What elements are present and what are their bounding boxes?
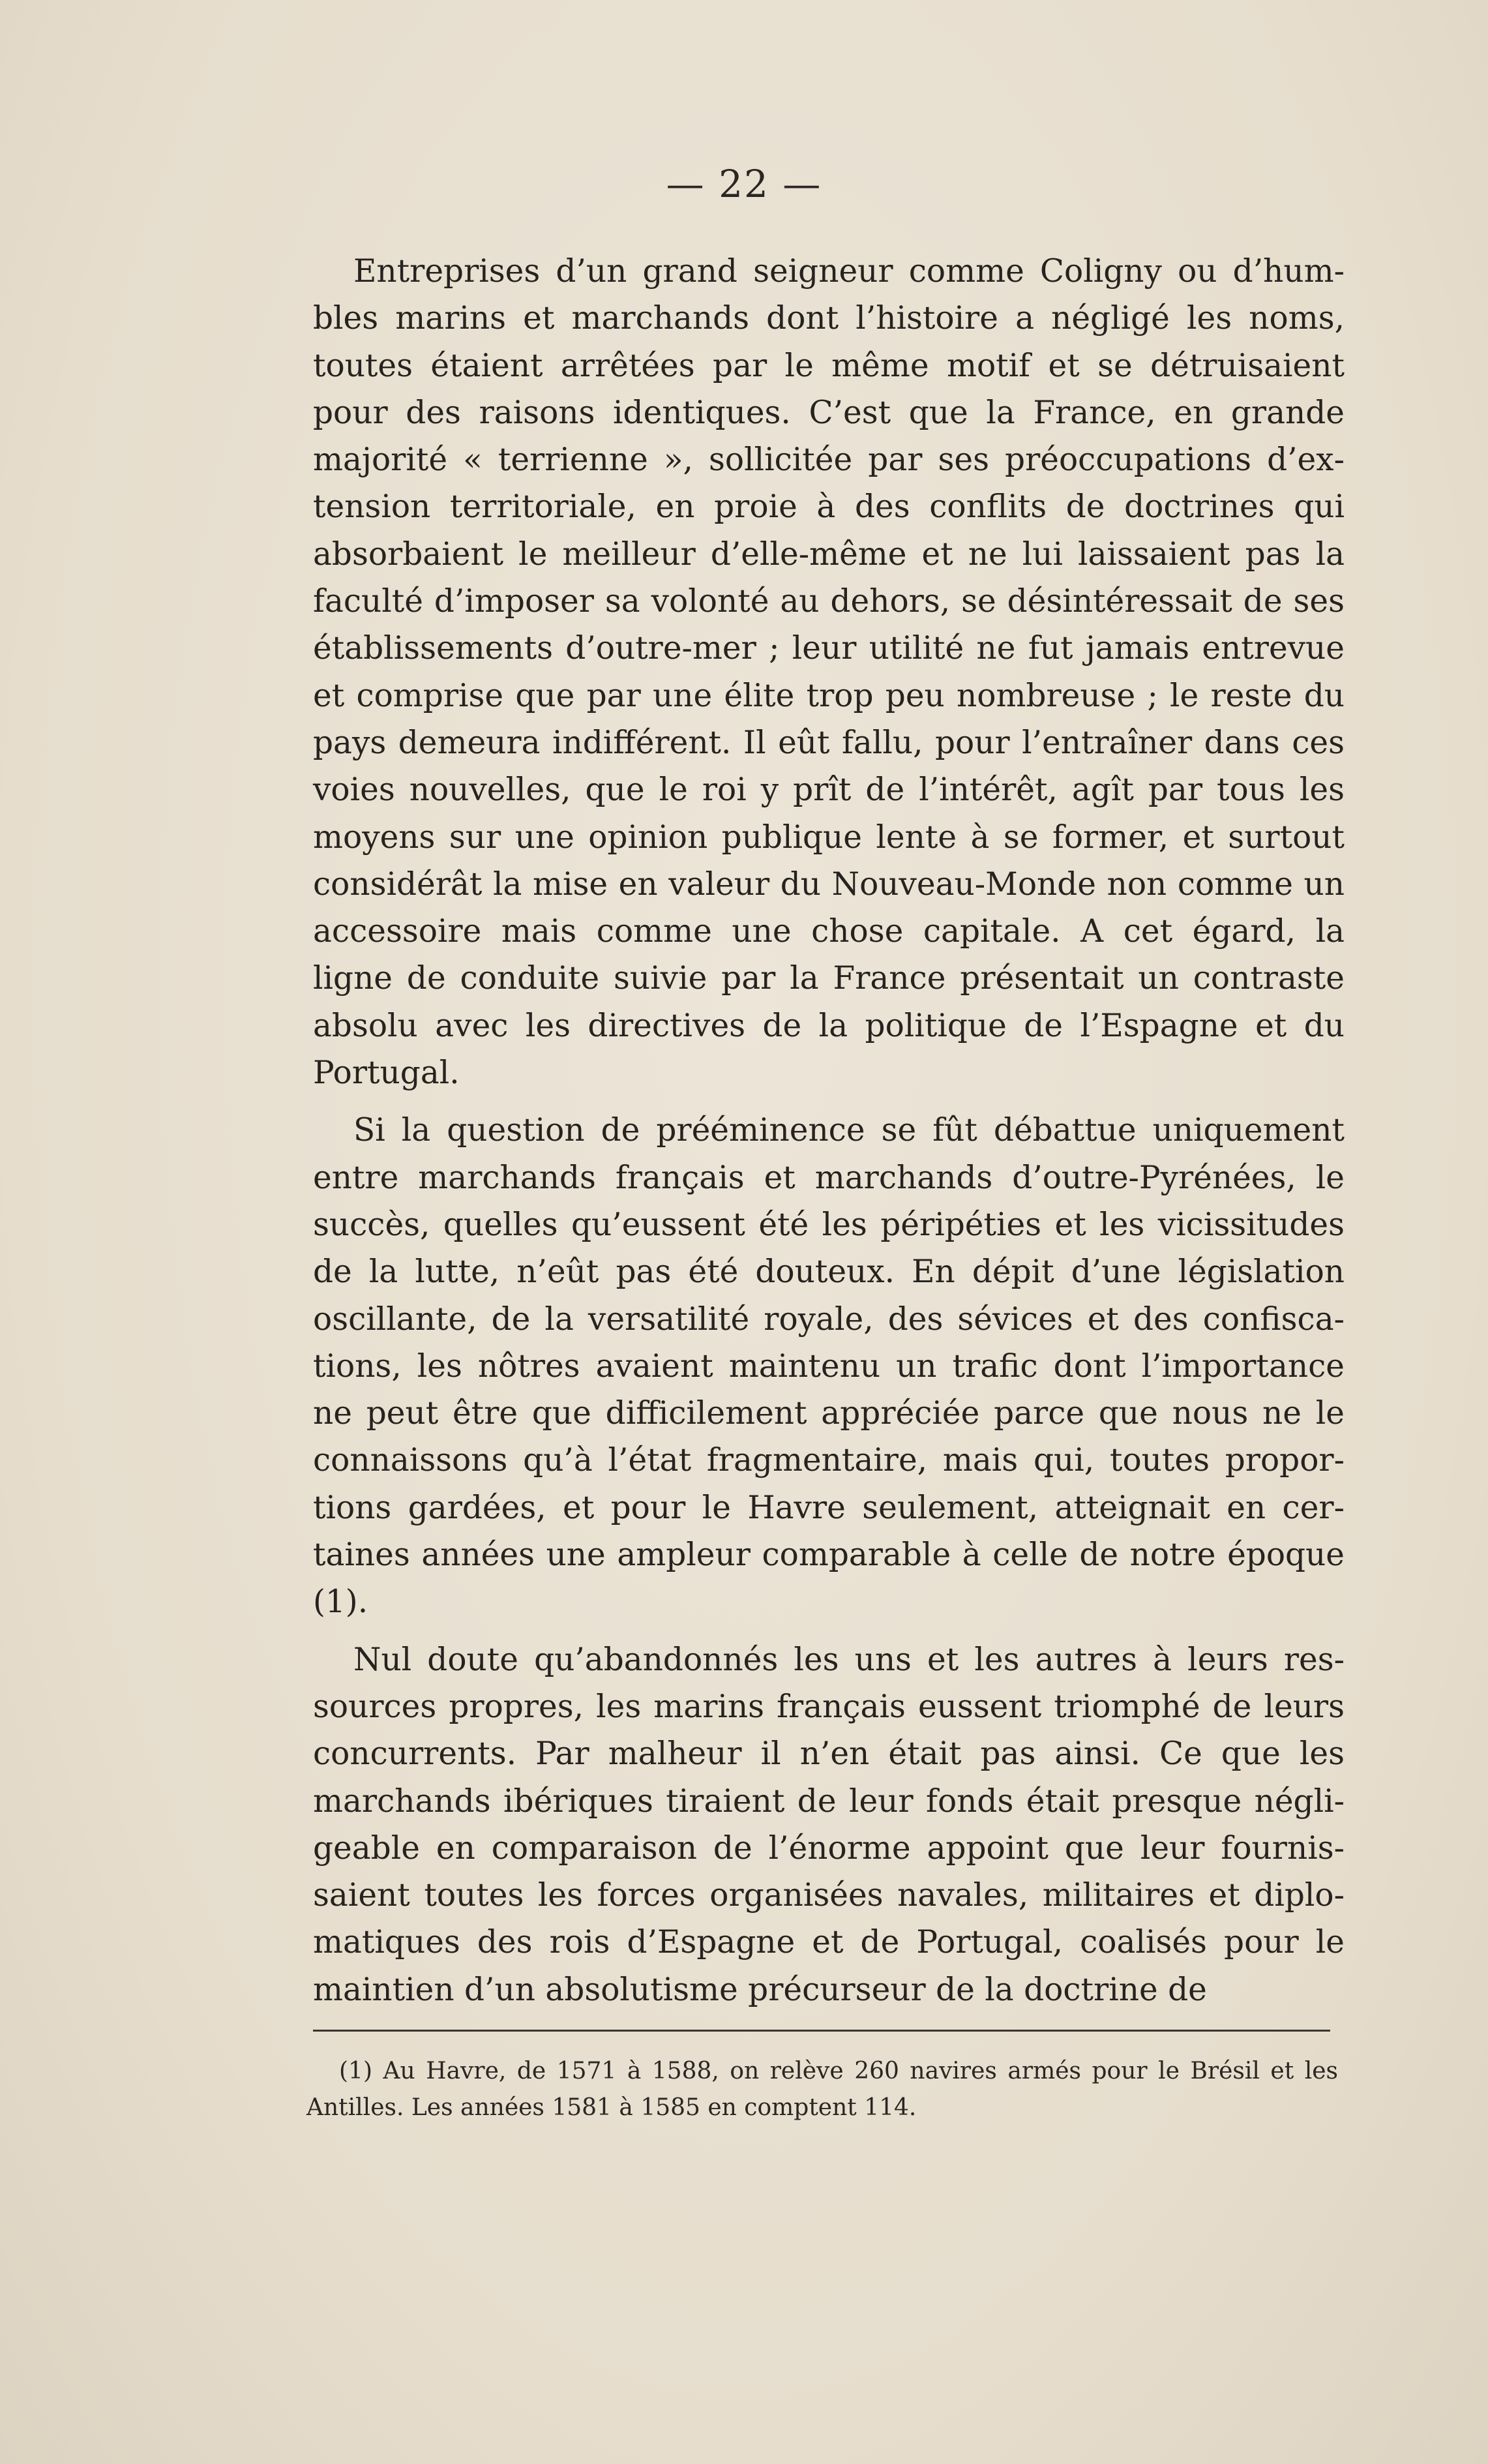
paragraph-3: Nul doute qu’abandonnés les uns et les autres à leurs ressources propres, les marins français eussent triomphé de leurs concurrents. Par malheur il n’en était pas ainsi. Ce que les marchands ibériques tiraient de leur fonds était presque négligeable en comparaison de l’énorme appoint que leur fournissaient toutes les forces organisées navales, militaires et diplomatiques des rois d’Espagne et de Portugal, coalisés pour le maintien d’un absolutisme précurseur de la doctrine de — [313, 1641, 1345, 2008]
page-number: — 22 — — [666, 162, 822, 206]
paragraph-1: Entreprises d’un grand seigneur comme Coligny ou d’humbles marins et marchands dont l’histoire a négligé les noms, toutes étaient arrêtées par le même motif et se détruisaient pour des raisons identiques. C’est que la France, en grande majorité « terrienne », sollicitée par ses préoccupations d’extension territoriale, en proie à des conflits de doctrines qui absorbaient le meilleur d’elle-même et ne lui laissaient pas la faculté d’imposer sa volonté au dehors, se désintéressait de ses établissements d’outre-mer ; leur utilité ne fut jamais entrevue et comprise que par une élite trop peu nombreuse ; le reste du pays demeura indifférent. Il eût fallu, pour l’entraîner dans ces voies nouvelles, que le roi y prît de l’intérêt, agît par tous les moyens sur une opinion publique lente à se former, et surtout considérât la mise en valeur du Nouveau-Monde non comme un accessoire mais comme une chose capitale. A cet égard, la ligne de conduite suivie par la France présentait un contraste absolu avec les directives de la politique de l’Espagne et du Portugal. — [313, 253, 1345, 1092]
footnote: (1) Au Havre, de 1571 à 1588, on relève 260 navires armés pour le Brésil et les Antilles. Les années 1581 à 1585 en comptent 114. — [306, 2058, 1338, 2121]
paragraph-2: Si la question de prééminence se fût débattue uniquement entre marchands français et marchands d’outre-Pyrénées, le succès, quelles qu’eussent été les péripéties et les vicissitudes de la lutte, n’eût pas été douteux. En dépit d’une législation oscillante, de la versatilité royale, des sévices et des confiscations, les nôtres avaient maintenu un trafic dont l’importance ne peut être que difficilement appréciée parce que nous ne le connaissons qu’à l’état fragmentaire, mais qui, toutes proportions gardées, et pour le Havre seulement, atteignait en certaines années une ampleur comparable à celle de notre époque (1). — [313, 1112, 1345, 1621]
footnote-divider — [313, 2030, 1330, 2032]
body-text — [313, 248, 1345, 2024]
